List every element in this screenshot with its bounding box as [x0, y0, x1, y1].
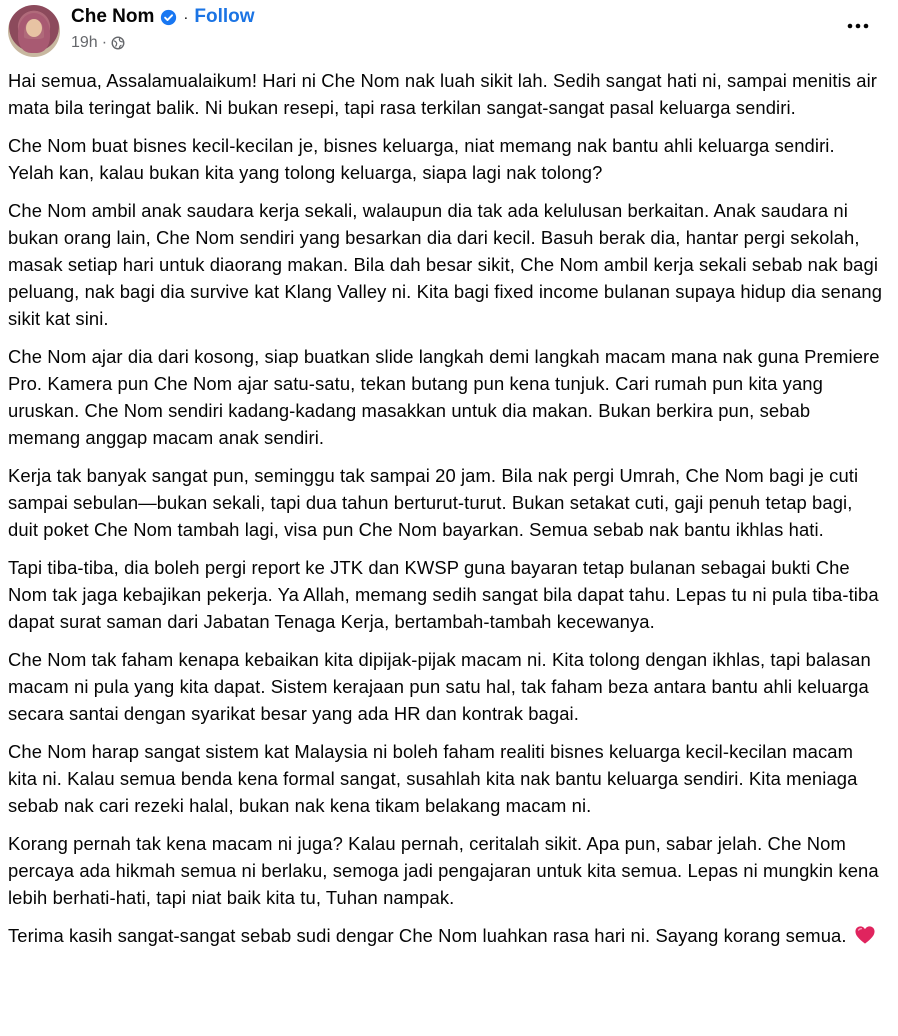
post-paragraph-2: Che Nom buat bisnes kecil-kecilan je, bisnes keluarga, niat memang nak bantu ahli keluarga sendiri. Yelah kan, kalau bukan kita yang tolong keluarga, siapa lagi nak tolong? [8, 135, 835, 183]
post-paragraph-7: Che Nom tak faham kenapa kebaikan kita dipijak-pijak macam ni. Kita tolong dengan ikhlas, tapi balasan macam ni pula yang kita dapat. Sistem kerajaan pun satu hal, tak faham beza antara bantu ahli keluarga secara santai dengan syarikat besar yang ada HR dan kontrak bagai. [8, 649, 871, 724]
more-options-icon [846, 23, 870, 29]
post-paragraph-5: Kerja tak banyak sangat pun, seminggu tak sampai 20 jam. Bila nak pergi Umrah, Che Nom bagi je cuti sampai sebulan—bukan sekali, tapi dua tahun berturut-turut. Bukan setakat cuti, gaji penuh tetap bagi, duit poket Che Nom tambah lagi, visa pun Che Nom bayarkan. Semua sebab nak bantu ikhlas hati. [8, 465, 859, 540]
avatar-face [26, 19, 42, 37]
author-row [71, 5, 255, 29]
globe-icon[interactable] [111, 36, 125, 50]
verified-badge-icon [160, 9, 177, 26]
post-body [8, 67, 884, 960]
post-paragraph-1: Hai semua, Assalamualaikum! Hari ni Che Nom nak luah sikit lah. Sedih sangat hati ni, sampai menitis air mata bila teringat balik. Ni bukan resepi, tapi rasa terkilan sangat-sangat pasal keluarga sendiri. [8, 70, 878, 118]
post-meta [71, 33, 125, 53]
post-paragraph-3: Che Nom ambil anak saudara kerja sekali, walaupun dia tak ada kelulusan berkaitan. Anak saudara ni bukan orang lain, Che Nom sendiri yang besarkan dia dari kecil. Basuh berak dia, hantar pergi sekolah, masak setiap hari untuk diaorang makan. Bila dah besar sikit, Che Nom ambil kerja sekali sebab nak bagi peluang, nak bagi dia survive kat Klang Valley ni. Kita bagi fixed income bulanan supaya hidup dia senang sikit kat sini. [8, 200, 883, 329]
author-avatar[interactable] [8, 5, 60, 57]
post-paragraph-8: Che Nom harap sangat sistem kat Malaysia ni boleh faham realiti bisnes keluarga kecil-kecilan macam kita ni. Kalau semua benda kena formal sangat, susahlah kita nak bantu keluarga sendiri. Kita meniaga sebab nak cari rezeki halal, bukan nak kena tikam belakang macam ni. [8, 741, 858, 816]
author-name[interactable]: Che Nom [71, 6, 155, 27]
more-options-button[interactable] [838, 14, 878, 38]
post-paragraph-10-text: Terima kasih sangat-sangat sebab sudi dengar Che Nom luahkan rasa hari ni. Sayang korang semua. [8, 925, 847, 946]
post-header [0, 0, 898, 68]
name-separator: · [183, 8, 189, 26]
follow-button[interactable]: Follow [194, 6, 255, 27]
post-paragraph-10 [8, 922, 884, 949]
post-paragraph-4: Che Nom ajar dia dari kosong, siap buatkan slide langkah demi langkah macam mana nak guna Premiere Pro. Kamera pun Che Nom ajar satu-satu, tekan butang pun kena tunjuk. Cari rumah pun kita yang uruskan. Che Nom sendiri kadang-kadang masakkan untuk dia makan. Bukan berkira pun, sebab memang anggap macam anak sendiri. [8, 346, 880, 448]
post-paragraph-6: Tapi tiba-tiba, dia boleh pergi report ke JTK dan KWSP guna bayaran tetap bulanan sebagai bukti Che Nom tak jaga kebajikan pekerja. Ya Allah, memang sedih sangat bila dapat tahu. Lepas tu ni pula tiba-tiba dapat surat saman dari Jabatan Tenaga Kerja, bertambah-tambah kecewanya. [8, 557, 879, 632]
meta-separator: · [101, 34, 108, 51]
red-heart-icon [854, 925, 876, 945]
post-paragraph-9: Korang pernah tak kena macam ni juga? Kalau pernah, ceritalah sikit. Apa pun, sabar jelah. Che Nom percaya ada hikmah semua ni berlaku, semoga jadi pengajaran untuk kita semua. Lepas ni mungkin kena lebih berhati-hati, tapi niat baik kita tu, Tuhan nampak. [8, 833, 879, 908]
post-timestamp[interactable]: 19h [71, 34, 98, 51]
